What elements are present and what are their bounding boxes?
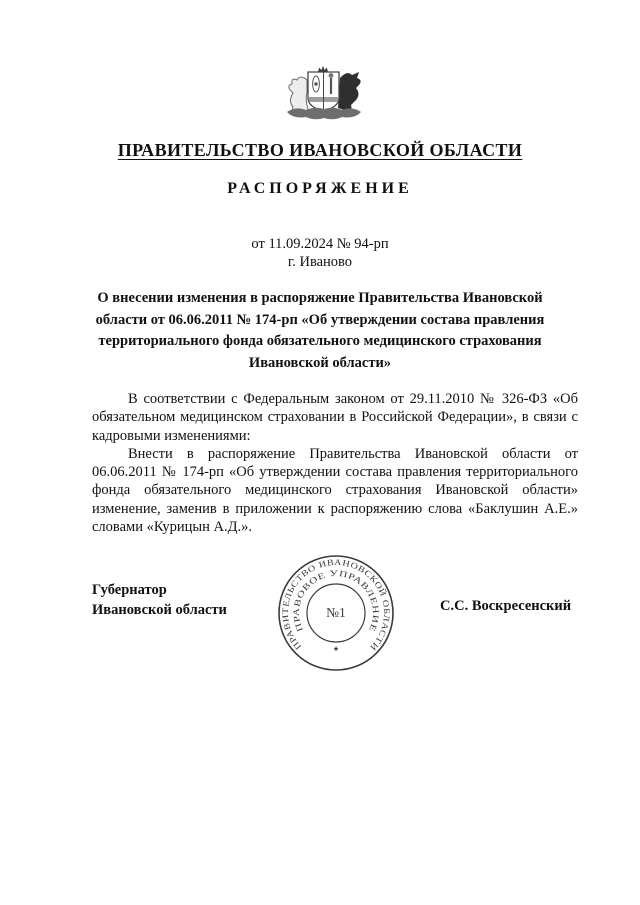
stamp-outer-ring-text: ПРАВИТЕЛЬСТВО ИВАНОВСКОЙ ОБЛАСТИ: [279, 556, 393, 653]
doc-type-title: РАСПОРЯЖЕНИЕ: [227, 180, 413, 197]
stamp-inner-ring-text: ПРАВОВОЕ УПРАВЛЕНИЕ: [290, 567, 382, 634]
body-paragraph: В соответствии с Федеральным законом от 29.11.2010 № 326-ФЗ «Об обязательном медицинском страховании в Российской Федерации», в связи с кадровыми изменениями:: [92, 391, 578, 444]
stamp-center-number: №1: [326, 605, 346, 620]
signer-name: С.С. Воскресенский: [440, 598, 572, 614]
shuttle-eye: [314, 82, 317, 85]
wreath-base-shape: [287, 108, 361, 120]
doc-subject-heading: О внесении изменения в распоряжение Правительства Ивановской области от 06.06.2011 № 174-рп «Об утверждении состава правления территориального фонда обязательного медицинского страхования Ивановской области»: [95, 290, 545, 371]
stamp-star-icon: ★: [332, 645, 340, 653]
doc-body: [92, 390, 578, 536]
torch-flame: [329, 73, 334, 78]
signer-post: [92, 580, 227, 620]
coat-of-arms-icon: [285, 64, 363, 124]
eagle-supporter-shape: [338, 72, 361, 111]
body-paragraph: Внести в распоряжение Правительства Ивановской области от 06.06.2011 № 174-рп «Об утверждении состава правления территориального фонда обязательного медицинского страхования Ивановской области» изменение, заменив в приложении к распоряжению слова «Баклушин А.Е.» словами «Курицын А.Д.».: [92, 445, 578, 536]
doc-date-number: от 11.09.2024 № 94-рп: [251, 236, 389, 252]
org-title: ПРАВИТЕЛЬСТВО ИВАНОВСКОЙ ОБЛАСТИ: [117, 140, 523, 160]
signer-post-line1: Губернатор: [92, 582, 167, 598]
crown-shape: [318, 66, 328, 72]
doc-city: г. Иваново: [287, 254, 353, 270]
signer-post-line2: Ивановской области: [92, 602, 227, 618]
official-round-stamp: [276, 553, 396, 673]
